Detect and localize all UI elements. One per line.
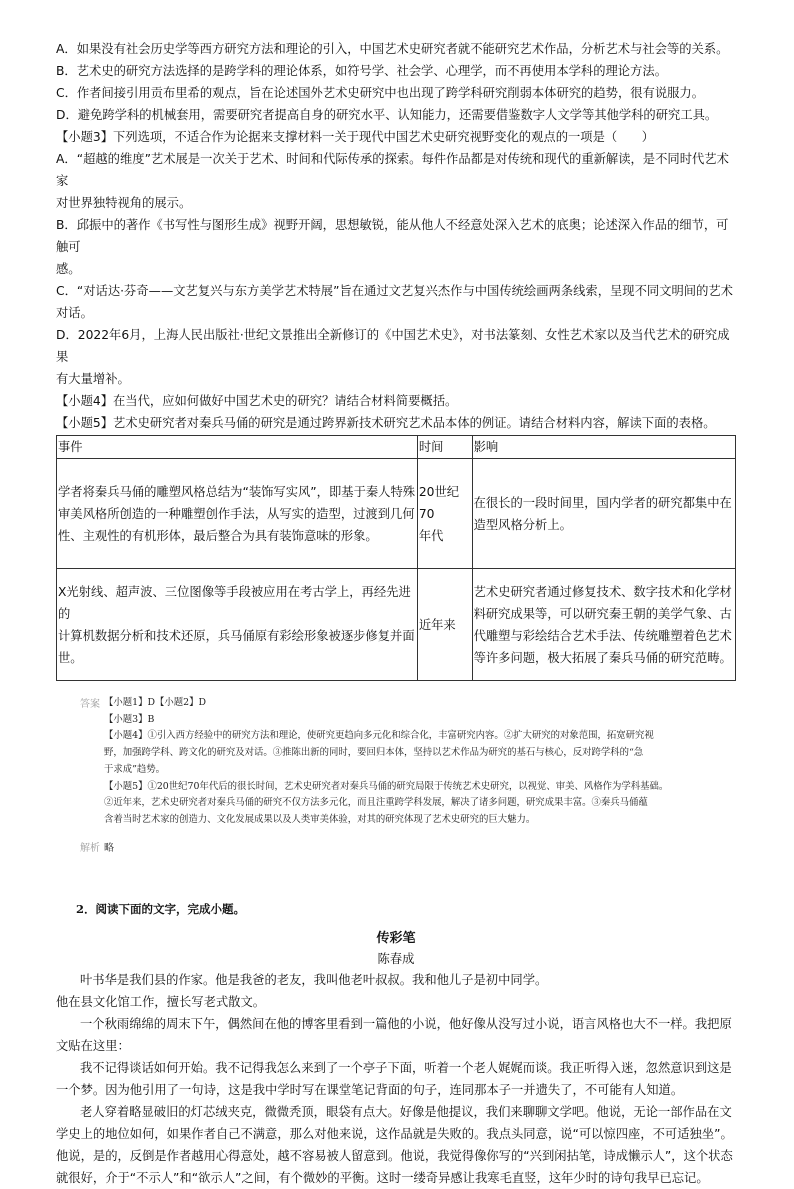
table-header-row: [57, 436, 736, 459]
q2-options: [56, 38, 736, 126]
cell-line: 20世纪70: [418, 484, 460, 521]
story-paragraph: 叶书华是我们县的作家。他是我爸的老友，我叫他老叶叔叔。我和他儿子是初中同学。: [80, 972, 548, 987]
q3-option-a-line2: 对世界独特视角的展示。: [56, 196, 192, 210]
answer-block: [56, 695, 736, 829]
table-cell-time: [417, 569, 472, 681]
q2-option-a: A．如果没有社会历史学等西方研究方法和理论的引入，中国艺术史研究者就不能研究艺术作品，分析艺术与社会等的关系。: [56, 42, 729, 56]
answer-line: 于求成”趋势。: [104, 763, 166, 775]
table-cell-time: [417, 459, 472, 569]
q4-stem: 【小题4】在当代，应如何做好中国艺术史的研究？请结合材料简要概括。: [56, 394, 458, 408]
story-title: 传彩笔: [376, 930, 416, 946]
answer-line: 【小题5】①20世纪70年代后的很长时间，艺术史研究者对秦兵马俑的研究局限于传统艺术史研究，以视觉、审美、风格作为学科基础。: [104, 780, 669, 792]
answer-line: 【小题3】B: [104, 713, 155, 725]
analysis-block: [56, 837, 736, 855]
answer-line: 野，加强跨学科、跨文化的研究及对话。③推陈出新的同时，要回归本体，坚持以艺术作品为研究的基石与核心，反对跨学科的“急: [104, 747, 644, 759]
story-paragraph: 一个秋雨绵绵的周末下午，偶然间在他的博客里看到一篇他的小说，他好像从没写过小说，语言风格也大不一样。我把原文贴在这里：: [56, 1016, 732, 1053]
cell-line: 审美风格所创造的一种雕塑创作手法，从写实的造型，过渡到几何: [58, 506, 415, 521]
cell-line: 艺术史研究者通过修复技术、数字技术和化学材: [473, 584, 732, 599]
analysis-label: 解析: [80, 842, 100, 854]
cell-line: 年代: [418, 528, 444, 543]
table-cell-event: [57, 459, 418, 569]
story-author: 陈春成: [377, 951, 415, 966]
q2-option-c: C．作者间接引用贡布里希的观点，旨在论述国外艺术史研究中也出现了跨学科研究削弱本体研究的趋势，很有说服力。: [56, 86, 705, 100]
page: [56, 38, 736, 1189]
q2-option-d: D．避免跨学科的机械套用，需要研究者提高自身的研究水平、认知能力，还需要借鉴数字人文学等其他学科的研究工具。: [56, 108, 718, 122]
q3-option-c-line2: 对话。: [56, 306, 93, 320]
table-header-event: 事件: [57, 436, 418, 459]
cell-line: 计算机数据分析和技术还原，兵马俑原有彩绘形象被逐步修复并面: [58, 628, 415, 643]
cell-line: 料研究成果等，可以研究秦王朝的美学气象、古: [473, 606, 732, 621]
question2-heading: 2．阅读下面的文字，完成小题。: [76, 901, 245, 916]
answer-line: 含着当时艺术家的创造力、文化发展成果以及人类审美体验，对其的研究体现了艺术史研究的巨大魅力。: [104, 813, 536, 825]
cell-line: 造型风格分析上。: [473, 517, 572, 532]
q3: [56, 126, 736, 390]
table-header-time: 时间: [417, 436, 472, 459]
q3-option-d-line2: 有大量增补。: [56, 372, 130, 386]
table-cell-impact: [472, 569, 735, 681]
analysis-value: 略: [104, 842, 114, 854]
cell-line: 等许多问题，极大拓展了秦兵马俑的研究范畴。: [473, 650, 732, 665]
cell-line: 近年来: [418, 617, 456, 632]
cell-line: 学者将秦兵马俑的雕塑风格总结为“装饰写实风”，即基于秦人特殊: [58, 484, 416, 499]
cell-line: 世。: [58, 650, 83, 665]
story-paragraph: 老人穿着略显破旧的灯芯绒夹克，微微秃顶，眼袋有点大。好像是他提议，我们来聊聊文学吧。他说，无论一部作品在文学史上的地位如何，如果作者自己不满意，那么对他来说，这作品就是失败的。我点头同意，说“可以惊四座，不可适独坐”。他说，是的，反倒是作者越用心得意处，越不容易被人留意到。他说，我觉得像你写的“兴到闲拈笔，诗成懒示人”，这个状态就很好，介于“不示人”和“欲示人”之间，有个微妙的平衡。这时一缕奇异感让我寒毛直竖，这年少时的诗句我早已忘记。: [56, 1104, 733, 1185]
cell-line: X光射线、超声波、三位图像等手段被应用在考古学上，再经先进的: [58, 584, 411, 621]
answer-body: [104, 695, 714, 829]
answer-line: ②近年来，艺术史研究者对秦兵马俑的研究不仅方法多元化，而且注重跨学科发展，解决了诸多问题，研究成果丰富。③秦兵马俑蕴: [104, 797, 648, 809]
answer-line: 【小题4】①引入西方经验中的研究方法和理论，使研究更趋向多元化和综合化，丰富研究内容。②扩大研究的对象范围，拓宽研究视: [104, 730, 654, 742]
q5-stem: 【小题5】艺术史研究者对秦兵马俑的研究是通过跨界新技术研究艺术品本体的例证。请结合材料内容，解读下面的表格。: [56, 416, 716, 430]
answer-label: 答案: [80, 699, 100, 710]
q3-option-c-line1: C．“对话达·芬奇——文艺复兴与东方美学艺术特展”旨在通过文艺复兴杰作与中国传统绘画两条线索，呈现不同文明间的艺术: [56, 284, 733, 298]
cell-line: 性、主观性的有机形体，最后整合为具有装饰意味的形象。: [58, 528, 378, 543]
story-paragraph: 他在县文化馆工作，擅长写老式散文。: [56, 994, 266, 1009]
table-cell-event: [57, 569, 418, 681]
q3-option-b-line1: B．邱振中的著作《书写性与图形生成》视野开阔，思想敏锐，能从他人不经意处深入艺术的底奥；论述深入作品的细节，可触可: [56, 218, 729, 254]
table-header-impact: 影响: [472, 436, 735, 459]
q5-table: [56, 435, 736, 681]
story-paragraph: 我不记得谈话如何开始。我不记得我怎么来到了一个亭子下面，听着一个老人娓娓而谈。我正听得入迷，忽然意识到这是一个梦。因为他引用了一句诗，这是我中学时写在课堂笔记背面的句子，连同那本子一并遗失了，不可能有人知道。: [56, 1060, 732, 1097]
table-cell-impact: [472, 459, 735, 569]
cell-line: 在很长的一段时间里，国内学者的研究都集中在: [473, 495, 732, 510]
q3-option-a-line1: A．“超越的维度”艺术展是一次关于艺术、时间和代际传承的探索。每件作品都是对传统和现代的重新解读，是不同时代艺术家: [56, 152, 729, 188]
q3-stem: 【小题3】下列选项，不适合作为论据来支撑材料一关于现代中国艺术史研究视野变化的观点的一项是（ ）: [56, 130, 655, 144]
answer-line: 【小题1】D【小题2】D: [104, 697, 206, 708]
q3-option-d-line1: D．2022年6月，上海人民出版社·世纪文景推出全新修订的《中国艺术史》，对书法篆刻、女性艺术家以及当代艺术的研究成果: [56, 328, 730, 364]
cell-line: 代雕塑与彩绘结合艺术手法、传统雕塑着色艺术: [473, 628, 732, 643]
story-body: [56, 969, 736, 1189]
table-row: [57, 569, 736, 681]
q3-option-b-line2: 感。: [56, 262, 81, 276]
table-row: [57, 459, 736, 569]
q2-option-b: B．艺术史的研究方法选择的是跨学科的理论体系，如符号学、社会学、心理学，而不再使用本学科的理论方法。: [56, 64, 667, 78]
